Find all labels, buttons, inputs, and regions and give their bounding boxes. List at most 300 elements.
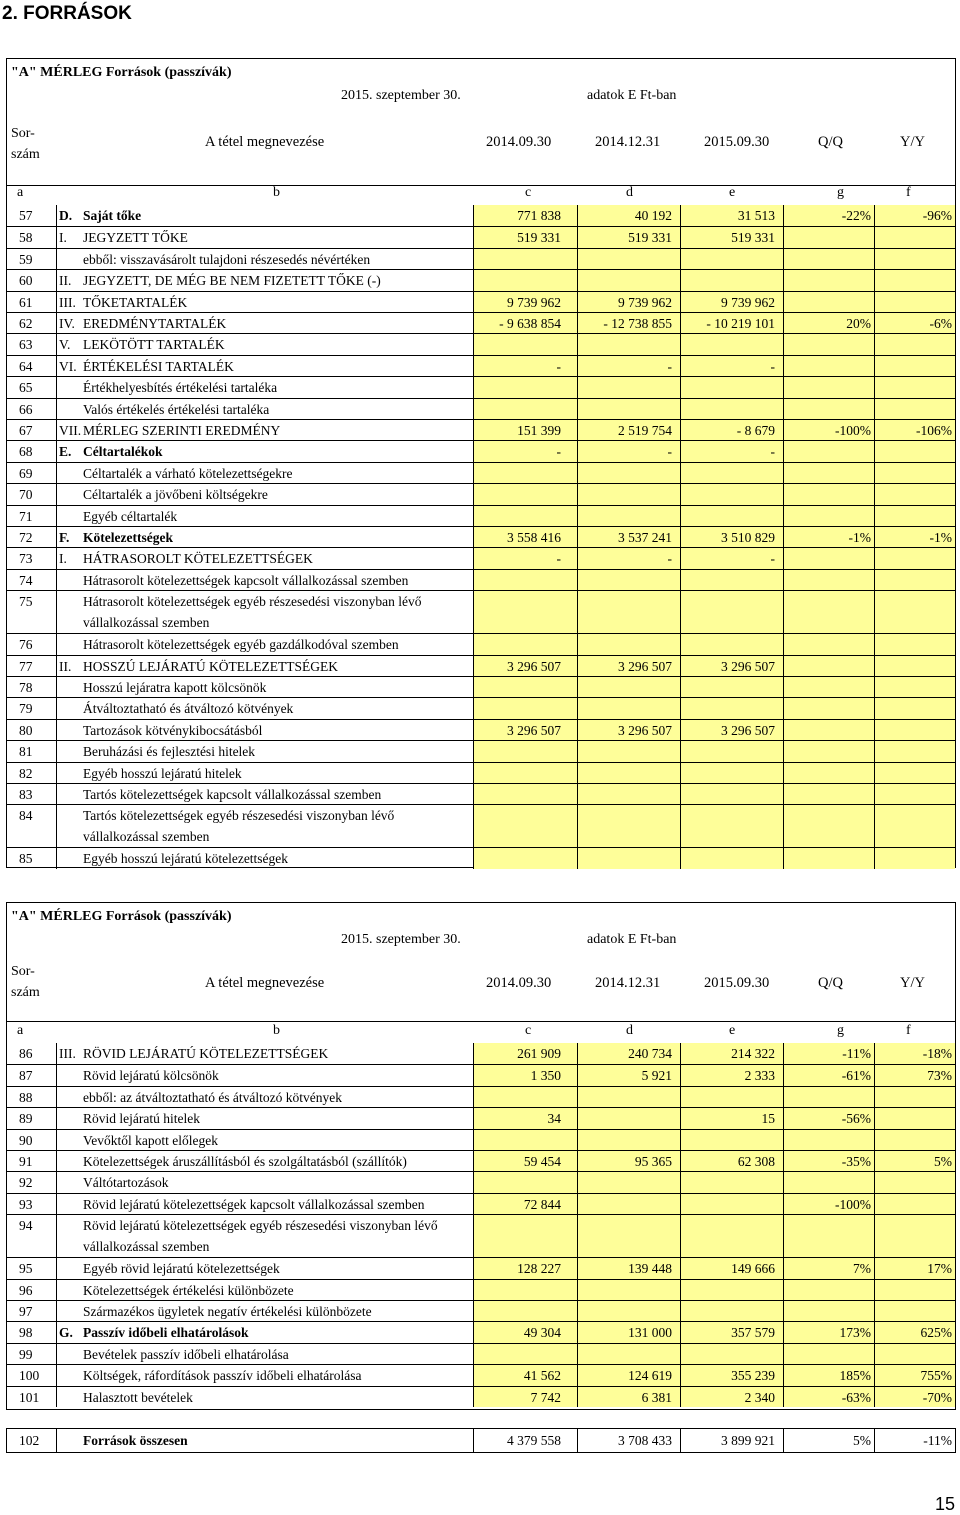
table-row xyxy=(7,205,955,226)
row-value-yy xyxy=(875,399,955,419)
row-label: Céltartalékok xyxy=(79,441,474,461)
row-value-2014-09-30 xyxy=(474,1344,578,1364)
row-number: 90 xyxy=(7,1130,57,1150)
row-value-2015-09-30 xyxy=(681,506,784,526)
row-value-2015-09-30 xyxy=(681,763,784,783)
row-roman xyxy=(57,1344,79,1364)
row-value-2014-12-31: 3 537 241 xyxy=(578,527,681,547)
row-value-yy: 625% xyxy=(875,1322,955,1342)
row-label: Tartós kötelezettségek kapcsolt vállalkozással szemben xyxy=(79,784,474,804)
row-roman xyxy=(57,763,79,783)
row-value-yy xyxy=(875,506,955,526)
row-value-qq xyxy=(784,249,875,269)
row-value-qq: -63% xyxy=(784,1387,875,1407)
row-value-qq xyxy=(784,1130,875,1150)
table-row xyxy=(7,804,955,847)
row-number: 77 xyxy=(7,656,57,676)
row-value-2014-09-30: - xyxy=(474,356,578,376)
row-number: 63 xyxy=(7,334,57,354)
row-value-yy: 5% xyxy=(875,1151,955,1171)
row-value-2014-12-31: 5 921 xyxy=(578,1065,681,1085)
row-value-qq xyxy=(784,805,875,847)
table-row xyxy=(7,333,955,354)
row-value-qq xyxy=(784,591,875,633)
col-yy-2: Y/Y xyxy=(900,975,925,991)
row-value-yy xyxy=(875,848,955,868)
row-value-2015-09-30 xyxy=(681,1172,784,1192)
row-value-qq: -11% xyxy=(784,1043,875,1064)
row-value-yy xyxy=(875,1172,955,1192)
row-value-2014-12-31: - xyxy=(578,356,681,376)
unit-label-2: adatok E Ft-ban xyxy=(587,932,677,947)
row-value-2015-09-30: - xyxy=(681,441,784,461)
row-number: 73 xyxy=(7,548,57,568)
row-value-qq: 20% xyxy=(784,313,875,333)
row-value-qq xyxy=(784,1280,875,1300)
row-label: ebből: az átváltoztatható és átváltozó kötvények xyxy=(79,1087,474,1107)
row-label: HÁTRASOROLT KÖTELEZETTSÉGEK xyxy=(79,548,474,568)
row-value-2014-12-31 xyxy=(578,506,681,526)
row-value-qq xyxy=(784,677,875,697)
row-value-2015-09-30 xyxy=(681,1087,784,1107)
row-value-2014-09-30: - xyxy=(474,441,578,461)
row-value-2014-09-30 xyxy=(474,1087,578,1107)
row-number: 72 xyxy=(7,527,57,547)
row-value-2014-12-31 xyxy=(578,463,681,483)
col-yy: Y/Y xyxy=(900,134,925,150)
row-value-2014-12-31 xyxy=(578,1215,681,1257)
row-value-qq xyxy=(784,656,875,676)
col-sorszam: Sor- szám xyxy=(11,126,40,162)
col-qq: Q/Q xyxy=(818,134,843,150)
row-value-yy xyxy=(875,1301,955,1321)
row-label: LEKÖTÖTT TARTALÉK xyxy=(79,334,474,354)
row-value-yy xyxy=(875,270,955,290)
column-letters-2: a b c d e g f xyxy=(17,1023,911,1038)
row-value-2015-09-30 xyxy=(681,1194,784,1214)
row-value-2015-09-30 xyxy=(681,1344,784,1364)
table-row xyxy=(7,676,955,697)
table-row xyxy=(7,1171,955,1192)
row-label: EREDMÉNYTARTALÉK xyxy=(79,313,474,333)
row-label: Egyéb céltartalék xyxy=(79,506,474,526)
row-number: 79 xyxy=(7,698,57,718)
row-value-qq xyxy=(784,334,875,354)
table-row xyxy=(7,398,955,419)
col-qq-2: Q/Q xyxy=(818,975,843,991)
table-row xyxy=(7,762,955,783)
row-number: 92 xyxy=(7,1172,57,1192)
row-value-qq xyxy=(784,720,875,740)
table-row xyxy=(7,847,955,868)
row-value-2015-09-30: - 10 219 101 xyxy=(681,313,784,333)
row-number: 66 xyxy=(7,399,57,419)
row-value-2015-09-30: - xyxy=(681,548,784,568)
row-value-2014-12-31 xyxy=(578,677,681,697)
row-roman xyxy=(57,1301,79,1321)
row-value-2015-09-30: 31 513 xyxy=(681,205,784,226)
row-label: Átváltoztatható és átváltozó kötvények xyxy=(79,698,474,718)
row-number: 80 xyxy=(7,720,57,740)
row-value-2015-09-30 xyxy=(681,848,784,868)
row-value-qq: -61% xyxy=(784,1065,875,1085)
table-row xyxy=(7,697,955,718)
row-value-2015-09-30: 62 308 xyxy=(681,1151,784,1171)
row-value-2015-09-30: 15 xyxy=(681,1108,784,1128)
row-number: 64 xyxy=(7,356,57,376)
col-2014-12-31: 2014.12.31 xyxy=(595,134,661,150)
row-number: 74 xyxy=(7,570,57,590)
row-roman: VII. xyxy=(59,423,82,438)
row-value-qq: -35% xyxy=(784,1151,875,1171)
row-value-qq xyxy=(784,1301,875,1321)
table-row xyxy=(7,226,955,247)
row-value-2014-12-31 xyxy=(578,763,681,783)
row-value-2014-09-30: 7 742 xyxy=(474,1387,578,1407)
row-value-2014-09-30: 3 296 507 xyxy=(474,720,578,740)
row-value-qq xyxy=(784,484,875,504)
row-number: 101 xyxy=(7,1387,57,1407)
row-value-2014-09-30 xyxy=(474,591,578,633)
row-value-2014-12-31 xyxy=(578,1194,681,1214)
row-number: 100 xyxy=(7,1365,57,1385)
row-label: Rövid lejáratú kötelezettségek kapcsolt vállalkozással szemben xyxy=(79,1194,474,1214)
row-value-2014-09-30 xyxy=(474,377,578,397)
table-row xyxy=(7,483,955,504)
total-row xyxy=(6,1428,956,1453)
row-value-2014-09-30 xyxy=(474,249,578,269)
row-value-yy xyxy=(875,805,955,847)
row-roman: II. xyxy=(59,273,72,289)
table-row xyxy=(7,655,955,676)
row-roman: F. xyxy=(59,530,70,545)
table-row xyxy=(7,1279,955,1300)
row-number: 89 xyxy=(7,1108,57,1128)
row-roman xyxy=(57,698,79,718)
table-row xyxy=(7,740,955,761)
row-value-yy xyxy=(875,570,955,590)
row-value-2015-09-30 xyxy=(681,677,784,697)
row-label: Származékos ügyletek negatív értékelési különbözete xyxy=(79,1301,474,1321)
row-value-2014-12-31 xyxy=(578,741,681,761)
table-row xyxy=(7,719,955,740)
row-value-2014-09-30 xyxy=(474,570,578,590)
row-value-2014-09-30: 261 909 xyxy=(474,1043,578,1064)
row-value-2015-09-30 xyxy=(681,1301,784,1321)
row-number: 96 xyxy=(7,1280,57,1300)
page-number: 15 xyxy=(935,1494,956,1514)
row-value-yy xyxy=(875,1108,955,1128)
row-roman xyxy=(57,506,79,526)
row-value-2015-09-30 xyxy=(681,1280,784,1300)
table-row xyxy=(7,633,955,654)
row-roman: III. xyxy=(59,1046,76,1061)
row-number: 78 xyxy=(7,677,57,697)
unit-label: adatok E Ft-ban xyxy=(587,88,677,103)
row-value-2014-09-30: 3 296 507 xyxy=(474,656,578,676)
row-value-2014-12-31: 95 365 xyxy=(578,1151,681,1171)
row-label: Hátrasorolt kötelezettségek egyéb gazdálkodóval szemben xyxy=(79,634,474,654)
row-value-2014-12-31 xyxy=(578,1344,681,1364)
row-label: Egyéb rövid lejáratú kötelezettségek xyxy=(79,1258,474,1278)
total-v1: 4 379 558 xyxy=(474,1429,578,1452)
row-value-yy xyxy=(875,334,955,354)
row-value-2014-12-31: 124 619 xyxy=(578,1365,681,1385)
row-value-2014-09-30 xyxy=(474,463,578,483)
row-number: 94 xyxy=(7,1215,57,1257)
block-title-2: "A" MÉRLEG Források (passzívák) xyxy=(11,909,232,924)
row-label: Valós értékelés értékelési tartaléka xyxy=(79,399,474,419)
row-value-2014-09-30: 72 844 xyxy=(474,1194,578,1214)
row-value-qq: 173% xyxy=(784,1322,875,1342)
row-roman xyxy=(57,399,79,419)
date-label-2: 2015. szeptember 30. xyxy=(341,932,461,947)
row-value-2015-09-30: 519 331 xyxy=(681,227,784,247)
row-value-yy xyxy=(875,1194,955,1214)
row-roman xyxy=(57,784,79,804)
row-label: Hosszú lejáratra kapott kölcsönök xyxy=(79,677,474,697)
row-roman: E. xyxy=(59,444,72,460)
row-value-2015-09-30: 214 322 xyxy=(681,1043,784,1064)
row-value-2014-09-30: - 9 638 854 xyxy=(474,313,578,333)
row-number: 91 xyxy=(7,1151,57,1171)
row-value-yy xyxy=(875,441,955,461)
row-number: 81 xyxy=(7,741,57,761)
row-roman xyxy=(57,1151,79,1171)
row-label: JEGYZETT TŐKE xyxy=(79,227,474,247)
row-value-qq xyxy=(784,1087,875,1107)
row-label: JEGYZETT, DE MÉG BE NEM FIZETETT TŐKE (-) xyxy=(79,270,474,290)
row-number: 93 xyxy=(7,1194,57,1214)
row-value-2015-09-30: 149 666 xyxy=(681,1258,784,1278)
row-value-2015-09-30 xyxy=(681,1215,784,1257)
row-value-2014-09-30: 34 xyxy=(474,1108,578,1128)
table-row xyxy=(7,376,955,397)
row-value-2015-09-30: 3 296 507 xyxy=(681,656,784,676)
row-value-2014-12-31 xyxy=(578,698,681,718)
row-value-yy: 17% xyxy=(875,1258,955,1278)
row-value-2015-09-30: 355 239 xyxy=(681,1365,784,1385)
row-value-qq: -1% xyxy=(784,527,875,547)
row-value-2014-09-30: 519 331 xyxy=(474,227,578,247)
row-roman xyxy=(57,591,79,633)
row-value-qq: -56% xyxy=(784,1108,875,1128)
row-roman xyxy=(57,805,79,847)
row-value-yy xyxy=(875,591,955,633)
row-value-2014-12-31: 131 000 xyxy=(578,1322,681,1342)
table-row xyxy=(7,1386,955,1407)
row-value-qq xyxy=(784,1172,875,1192)
row-value-yy: -1% xyxy=(875,527,955,547)
row-label: Vevőktől kapott előlegek xyxy=(79,1130,474,1150)
row-roman xyxy=(57,1065,79,1085)
row-value-2014-09-30 xyxy=(474,270,578,290)
table-row xyxy=(7,312,955,333)
table-row xyxy=(7,590,955,633)
row-value-qq xyxy=(784,356,875,376)
row-value-qq xyxy=(784,292,875,312)
row-label: Halasztott bevételek xyxy=(79,1387,474,1407)
row-number: 62 xyxy=(7,313,57,333)
col-name: A tétel megnevezése xyxy=(205,134,325,150)
row-roman: II. xyxy=(59,658,72,674)
row-label: Költségek, ráfordítások passzív időbeli elhatárolása xyxy=(79,1365,474,1385)
row-number: 61 xyxy=(7,292,57,312)
row-value-2014-12-31: 40 192 xyxy=(578,205,681,226)
row-value-qq xyxy=(784,763,875,783)
row-roman xyxy=(57,377,79,397)
table-row xyxy=(7,440,955,461)
row-label: Értékhelyesbítés értékelési tartaléka xyxy=(79,377,474,397)
row-value-yy xyxy=(875,656,955,676)
row-value-qq xyxy=(784,1215,875,1257)
row-value-yy xyxy=(875,1087,955,1107)
row-value-yy xyxy=(875,548,955,568)
total-number: 102 xyxy=(7,1429,57,1452)
row-value-qq xyxy=(784,506,875,526)
row-value-2014-12-31: 2 519 754 xyxy=(578,420,681,440)
row-value-2014-09-30 xyxy=(474,399,578,419)
row-value-yy xyxy=(875,1215,955,1257)
row-label: RÖVID LEJÁRATÚ KÖTELEZETTSÉGEK xyxy=(79,1043,474,1064)
balance-table-1 xyxy=(6,58,956,868)
table-row xyxy=(7,547,955,568)
row-roman xyxy=(57,484,79,504)
row-roman: I. xyxy=(59,551,67,567)
row-label: Beruházási és fejlesztési hitelek xyxy=(79,741,474,761)
row-value-qq xyxy=(784,270,875,290)
row-value-qq xyxy=(784,784,875,804)
row-label: Rövid lejáratú kötelezettségek egyéb részesedési viszonyban lévő vállalkozással szemben xyxy=(79,1215,474,1257)
section-heading: 2. FORRÁSOK xyxy=(2,3,132,24)
row-roman: IV. xyxy=(59,316,75,331)
row-value-2014-12-31: 9 739 962 xyxy=(578,292,681,312)
row-label: Rövid lejáratú kölcsönök xyxy=(79,1065,474,1085)
row-label: Céltartalék a várható kötelezettségekre xyxy=(79,463,474,483)
row-value-2014-09-30: 128 227 xyxy=(474,1258,578,1278)
row-value-yy: -6% xyxy=(875,313,955,333)
row-roman xyxy=(57,1087,79,1107)
row-value-yy xyxy=(875,698,955,718)
row-roman xyxy=(57,463,79,483)
row-roman xyxy=(57,1108,79,1128)
row-label: Tartós kötelezettségek egyéb részesedési viszonyban lévő vállalkozással szemben xyxy=(79,805,474,847)
row-value-2015-09-30: 3 296 507 xyxy=(681,720,784,740)
table-row xyxy=(7,1214,955,1257)
row-value-2015-09-30 xyxy=(681,377,784,397)
row-value-2015-09-30 xyxy=(681,270,784,290)
row-roman xyxy=(57,570,79,590)
row-value-2014-09-30 xyxy=(474,784,578,804)
row-value-2015-09-30: - xyxy=(681,356,784,376)
row-label: Céltartalék a jövőbeni költségekre xyxy=(79,484,474,504)
table-header-1 xyxy=(7,59,955,200)
total-v3: 3 899 921 xyxy=(681,1429,784,1452)
row-value-yy: 755% xyxy=(875,1365,955,1385)
row-roman xyxy=(57,848,79,868)
row-value-qq xyxy=(784,570,875,590)
row-roman xyxy=(57,1258,79,1278)
total-v2: 3 708 433 xyxy=(578,1429,681,1452)
row-value-2014-12-31 xyxy=(578,634,681,654)
row-number: 71 xyxy=(7,506,57,526)
row-value-yy xyxy=(875,1344,955,1364)
table-row xyxy=(7,1193,955,1214)
table-row xyxy=(7,1343,955,1364)
row-number: 95 xyxy=(7,1258,57,1278)
row-value-2014-12-31 xyxy=(578,1172,681,1192)
row-value-2014-09-30 xyxy=(474,741,578,761)
row-value-yy xyxy=(875,249,955,269)
row-value-2014-12-31 xyxy=(578,784,681,804)
row-value-2014-12-31 xyxy=(578,1087,681,1107)
row-value-yy xyxy=(875,356,955,376)
row-value-2015-09-30 xyxy=(681,484,784,504)
row-number: 59 xyxy=(7,249,57,269)
row-value-2015-09-30 xyxy=(681,1130,784,1150)
row-value-2014-09-30: 3 558 416 xyxy=(474,527,578,547)
row-value-qq: 185% xyxy=(784,1365,875,1385)
row-value-2014-09-30 xyxy=(474,1301,578,1321)
row-value-2014-12-31: 139 448 xyxy=(578,1258,681,1278)
row-number: 75 xyxy=(7,591,57,633)
row-value-2015-09-30: - 8 679 xyxy=(681,420,784,440)
row-roman: III. xyxy=(59,294,76,310)
row-value-2014-09-30 xyxy=(474,1215,578,1257)
row-value-yy xyxy=(875,1280,955,1300)
row-number: 60 xyxy=(7,270,57,290)
row-value-2014-09-30 xyxy=(474,506,578,526)
row-number: 82 xyxy=(7,763,57,783)
row-value-qq xyxy=(784,848,875,868)
row-value-yy xyxy=(875,292,955,312)
table-row xyxy=(7,1150,955,1171)
row-number: 86 xyxy=(7,1043,57,1064)
row-value-2014-12-31 xyxy=(578,848,681,868)
row-value-2014-09-30 xyxy=(474,677,578,697)
table-row xyxy=(7,1064,955,1085)
row-value-qq xyxy=(784,463,875,483)
row-label: Egyéb hosszú lejáratú kötelezettségek xyxy=(79,848,474,868)
row-roman xyxy=(57,1280,79,1300)
row-value-2014-09-30: 49 304 xyxy=(474,1322,578,1342)
row-label: Kötelezettségek áruszállításból és szolgáltatásból (szállítók) xyxy=(79,1151,474,1171)
row-label: Rövid lejáratú hitelek xyxy=(79,1108,474,1128)
table-row xyxy=(7,783,955,804)
block-title: "A" MÉRLEG Források (passzívák) xyxy=(11,65,232,80)
row-value-2014-09-30: 1 350 xyxy=(474,1065,578,1085)
row-value-2014-12-31: 6 381 xyxy=(578,1387,681,1407)
row-value-2014-12-31: 240 734 xyxy=(578,1043,681,1064)
row-value-2014-12-31 xyxy=(578,1280,681,1300)
row-value-qq xyxy=(784,1344,875,1364)
row-value-2014-09-30: 151 399 xyxy=(474,420,578,440)
balance-table-2 xyxy=(6,902,956,1410)
row-value-qq xyxy=(784,548,875,568)
row-label: ebből: visszavásárolt tulajdoni részesedés névértéken xyxy=(79,249,474,269)
row-label: TŐKETARTALÉK xyxy=(79,292,474,312)
row-value-2014-12-31 xyxy=(578,1130,681,1150)
row-roman xyxy=(57,1387,79,1407)
table-row xyxy=(7,526,955,547)
row-value-2015-09-30 xyxy=(681,463,784,483)
row-value-2014-09-30 xyxy=(474,1172,578,1192)
row-number: 99 xyxy=(7,1344,57,1364)
row-value-qq xyxy=(784,698,875,718)
table-row xyxy=(7,1043,955,1064)
row-label: Kötelezettségek értékelési különbözete xyxy=(79,1280,474,1300)
row-value-yy: -70% xyxy=(875,1387,955,1407)
